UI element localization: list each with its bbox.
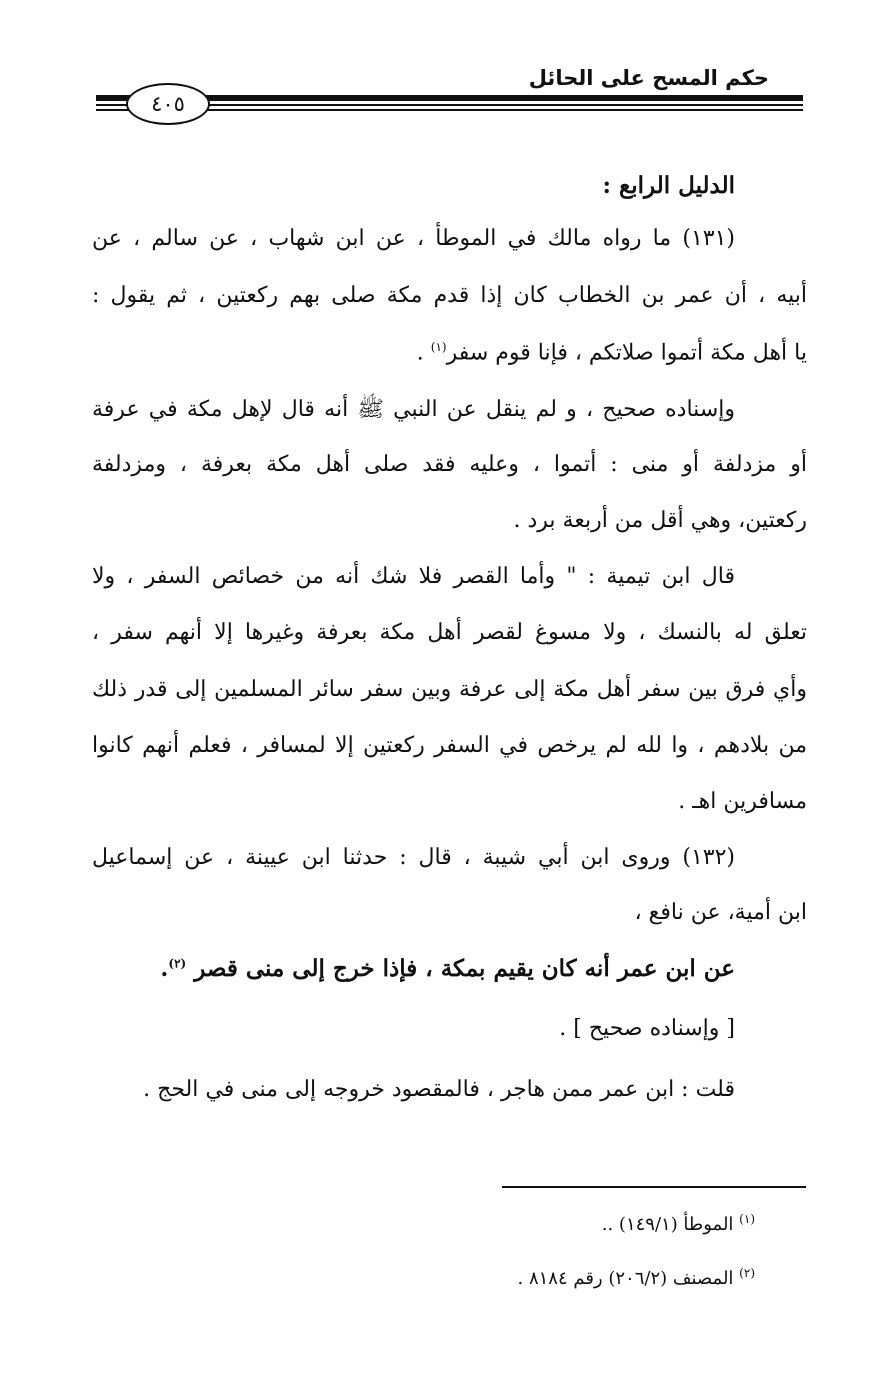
quote-line [92,955,735,982]
text-span: عن ابن عمر أنه كان يقيم بمكة ، فإذا خرج إلى منى قصر [194,955,735,982]
footnote-mark: (٢) [739,1266,755,1280]
text-span: يا أهل مكة أتموا صلاتكم ، فإنا قوم سفر [446,340,807,366]
section-heading: الدليل الرابع : [602,172,735,199]
text-line: مسافرين اهـ . [678,789,807,814]
text-span: . [160,955,169,982]
footnote-ref: (١) [430,340,447,354]
text-line: (١٣١) ما رواه مالك في الموطأ ، عن ابن شهاب ، عن سالم ، عن [92,226,735,251]
grading-line: [ وإسناده صحيح ] . [559,1016,735,1041]
text-span: . [416,340,431,366]
page-number: ٤٠٥ [126,83,210,125]
text-line: أبيه ، أن عمر بن الخطاب كان إذا قدم مكة صلى بهم ركعتين ، ثم يقول : [92,283,807,308]
text-line: وأي فرق بين سفر أهل مكة إلى عرفة وبين سفر سائر المسلمين إلى قدر ذلك [92,677,807,702]
text-line: قال ابن تيمية : " وأما القصر فلا شك أنه من خصائص السفر ، ولا [92,564,735,589]
footnote-ref: (٢) [168,956,187,971]
text-line: ابن أمية، عن نافع ، [634,900,807,925]
note-line: قلت : ابن عمر ممن هاجر ، فالمقصود خروجه إلى منى في الحج . [143,1077,735,1102]
text-line: ركعتين، وهي أقل من أربعة برد . [513,508,807,533]
footnote-text: الموطأ (١٤٩/١) .. [601,1214,734,1235]
text-line: (١٣٢) وروى ابن أبي شيبة ، قال : حدثنا ابن عيينة ، عن إسماعيل [92,845,735,870]
running-title: حكم المسح على الحائل [528,66,769,90]
footnote [602,1212,755,1235]
text-line [92,340,807,365]
footnote [518,1266,756,1289]
footnote-mark: (١) [739,1212,755,1226]
text-line: وإسناده صحيح ، و لم ينقل عن النبي ﷺ أنه قال لإهل مكة في عرفة [92,397,735,422]
text-line: أو مزدلفة أو منى : أتموا ، وعليه فقد صلى أهل مكة بعرفة ، ومزدلفة [92,452,807,477]
text-line: من بلادهم ، وا لله لم يرخص في السفر ركعتين إلا لمسافر ، فعلم أنهم كانوا [92,733,807,758]
footnote-rule [502,1186,806,1188]
footnote-text: المصنف (٢٠٦/٢) رقم ٨١٨٤ . [517,1268,734,1289]
text-line: تعلق له بالنسك ، ولا مسوغ لقصر أهل مكة بعرفة وغيرها إلا أنهم سفر ، [92,620,807,645]
